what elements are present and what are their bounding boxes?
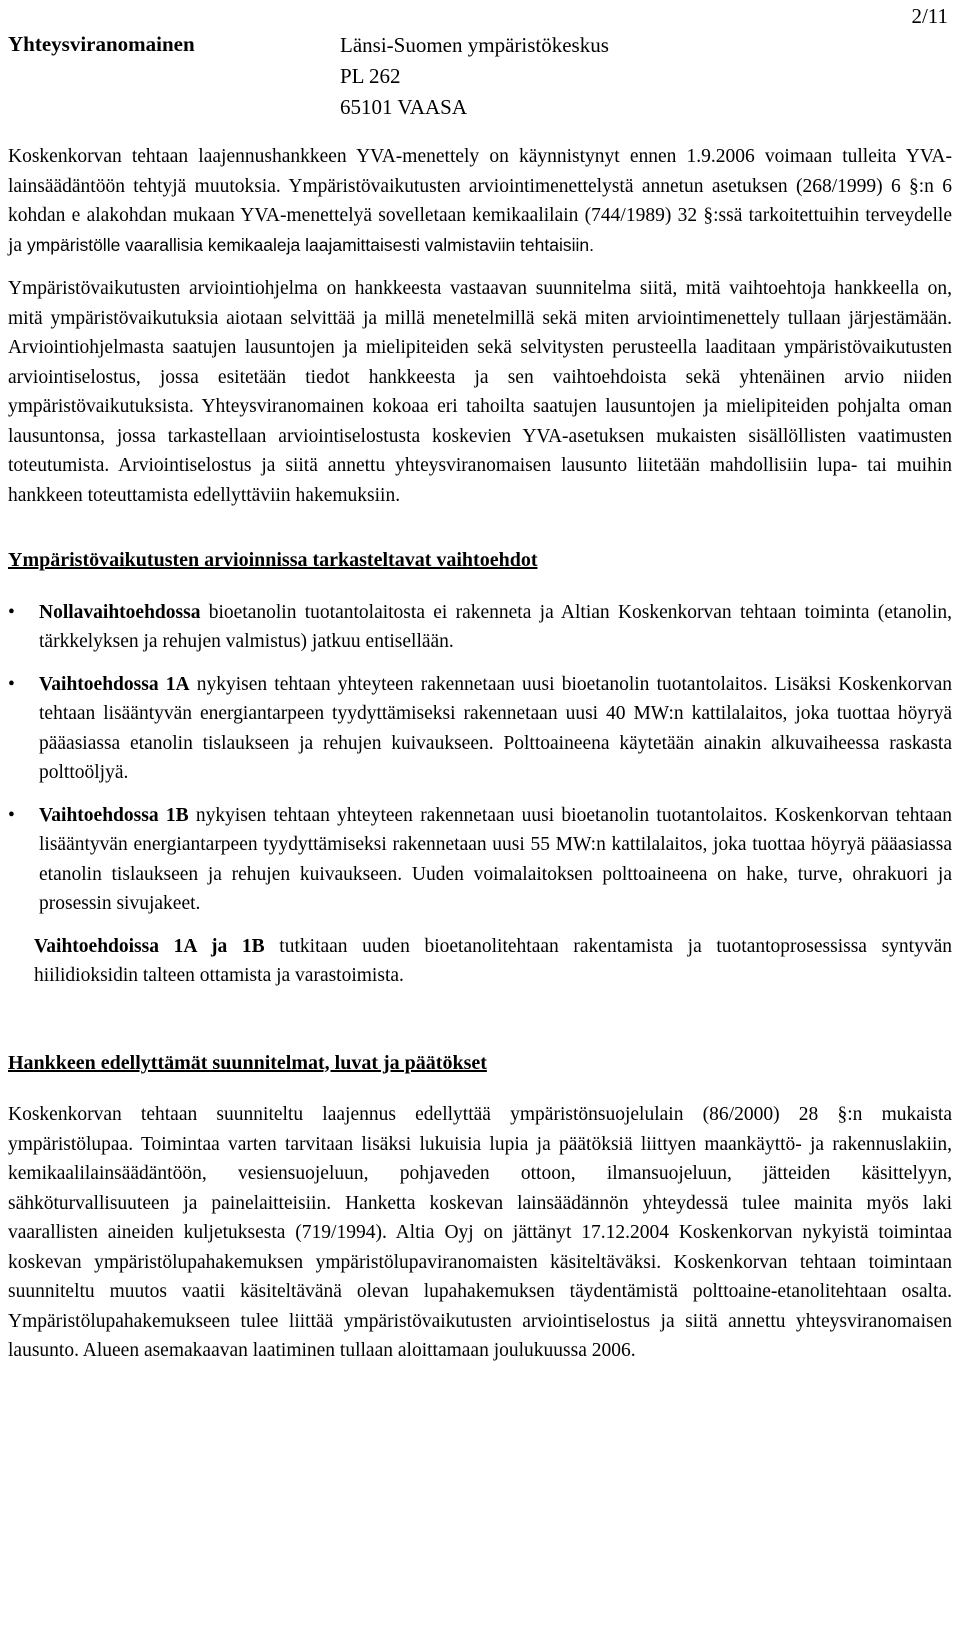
- alternative-term: Vaihtoehdossa 1B: [39, 804, 189, 826]
- bullet-icon: •: [8, 804, 15, 826]
- alternative-text: nykyisen tehtaan yhteyteen rakennetaan uusi bioetanolin tuotantolaitos. Koskenkorvan tehtaan lisääntyvän energiantarpeen tyydyttämiseksi rakennetaan uusi 55 MW:n kattilalaitos, joka tuottaa höyryä pääasiassa etanolin tislaukseen ja rehujen kuivaukseen. Uuden voimalaitoksen polttoaineena on hake, turve, ohrakuori ja prosessin sivujakeet.: [39, 804, 953, 914]
- authority-label: Yhteysviranomainen: [8, 32, 195, 56]
- intro-text-sans: ympäristölle vaarallisia kemikaaleja laajamittaisesti valmistaviin tehtaisiin.: [26, 234, 594, 255]
- alternative-term: Vaihtoehdossa 1A: [39, 673, 190, 695]
- alternatives-list: [8, 598, 952, 919]
- bullet-icon: •: [8, 673, 15, 695]
- office-address: [340, 30, 609, 123]
- bullet-icon: •: [8, 601, 15, 623]
- alternative-term: Nollavaihtoehdossa: [39, 601, 201, 623]
- alternatives-heading: Ympäristövaikutusten arvioinnissa tarkasteltavat vaihtoehdot: [8, 549, 538, 571]
- address-line-1: PL 262: [340, 64, 401, 88]
- alternative-text: bioetanolin tuotantolaitosta ei rakenneta ja Altian Koskenkorvan tehtaan toiminta (etanolin, tärkkelyksen ja rehujen valmistus) jatkuu entisellään.: [39, 601, 952, 652]
- list-item: [8, 598, 952, 657]
- office-name: Länsi-Suomen ympäristökeskus: [340, 33, 609, 57]
- alternative-text: nykyisen tehtaan yhteyteen rakennetaan uusi bioetanolin tuotantolaitos. Lisäksi Koskenkorvan tehtaan lisääntyvän energiantarpeen tyydyttämiseksi rakennetaan uusi 40 MW:n kattilalaitos, joka tuottaa höyryä pääasiassa etanolin tislaukseen ja rehujen kuivaukseen. Polttoaineena käytetään ainakin alkuvaiheessa raskasta polttoöljyä.: [39, 673, 952, 783]
- list-item: [8, 801, 952, 919]
- document-body: [8, 142, 952, 1366]
- program-paragraph: Ympäristövaikutusten arviointiohjelma on hankkeesta vastaavan suunnitelma siitä, mitä vaihtoehtoja hankkeella on, mitä ympäristövaikutuksia aiotaan selvittää ja millä menetelmillä sekä miten arviointimenettely tullaan järjestämään. Arviointiohjelmasta saatujen lausuntojen ja mielipiteiden sekä selvitysten perusteella laaditaan ympäristövaikutusten arviointiselostus, jossa esitetään tiedot hankkeesta ja sen vaihtoehdoista sekä yhtenäinen arvio niiden ympäristövaikutuksista. Yhteysviranomainen kokoaa eri tahoilta saatujen lausuntojen ja mielipiteiden pohjalta oman lausuntonsa, jossa tarkastellaan arviointiselostusta koskevien YVA-asetuksen mukaisten sisällöllisten vaatimusten toteutumista. Arviointiselostus ja siitä annettu yhteysviranomaisen lausunto liitetään mahdollisiin lupa- tai muihin hankkeen toteuttamista edellyttäviin hakemuksiin.: [8, 278, 952, 506]
- alternatives-summary: [8, 932, 952, 991]
- permits-heading: Hankkeen edellyttämät suunnitelmat, luvat ja päätökset: [8, 1051, 487, 1074]
- summary-text: tutkitaan uuden bioetanolitehtaan rakentamista ja tuotantoprosessissa syntyvän hiilidioksidin talteen ottamista ja varastoimista.: [34, 935, 952, 986]
- intro-paragraph: [8, 142, 952, 260]
- permits-paragraph: Koskenkorvan tehtaan suunniteltu laajennus edellyttää ympäristönsuojelulain (86/2000) 28 §:n mukaista ympäristölupaa. Toimintaa varten tarvitaan lisäksi lukuisia lupia ja päätöksiä liittyen maankäyttö- ja rakennuslakiin, kemikaalilainsäädäntöön, vesiensuojeluun, pohjaveden ottoon, ilmansuojeluun, jätteiden käsittelyyn, sähköturvallisuuteen ja painelaitteisiin. Hanketta koskevan lainsäädännön yhteydessä tulee mainita myös laki vaarallisten aineiden kuljetuksesta (719/1994). Altia Oyj on jättänyt 17.12.2004 Koskenkorvan nykyistä toimintaa koskevan ympäristölupahakemuksen ympäristölupaviranomaisten käsiteltäväksi. Koskenkorvan tehtaan toimintaan suunniteltu muutos vaatii käsiteltävänä olevan lupahakemuksen täydentämistä polttoaine-etanolitehtaan osalta. Ympäristölupahakemukseen tulee liittää ympäristövaikutusten arviointiselostus ja siitä annettu yhteysviranomaisen lausunto. Alueen asemakaavan laatiminen tullaan aloittamaan joulukuussa 2006.: [8, 1104, 952, 1361]
- intro-text: Koskenkorvan tehtaan laajennushankkeen YVA-menettely on käynnistynyt ennen 1.9.2006 voimaan tulleita YVA-lainsäädäntöön tehtyjä muutoksia. Ympäristövaikutusten arviointimenettelystä annetun asetuksen (268/1999) 6 §:n 6 kohdan e alakohdan mukaan YVA-menettelyä sovelletaan kemikaalilain (744/1989) 32 §:ssä tarkoitettuihin terveydelle ja: [8, 146, 952, 256]
- list-item: [8, 670, 952, 788]
- document-header: [0, 4, 960, 124]
- summary-term: Vaihtoehdoissa 1A ja 1B: [34, 935, 265, 957]
- page-number: 2/11: [911, 4, 948, 28]
- address-line-2: 65101 VAASA: [340, 95, 468, 119]
